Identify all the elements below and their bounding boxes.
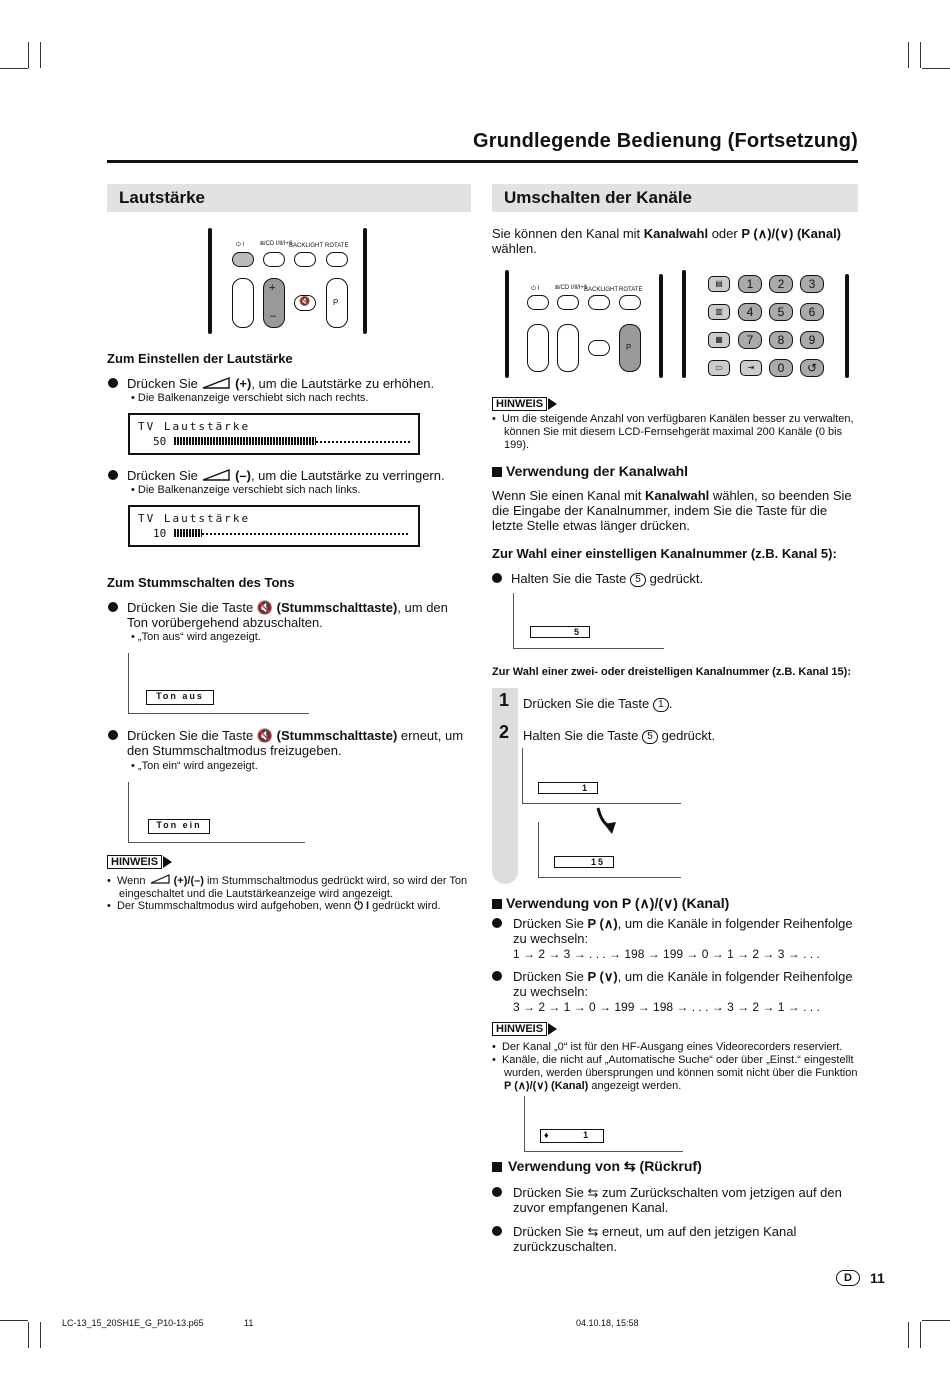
osd-ton-aus: Ton aus [146, 690, 214, 705]
bullet [108, 378, 118, 388]
square-bullet [492, 899, 502, 909]
osd-screen [538, 822, 681, 878]
key-p-channel: P (∧)/(∨) (Kanal) [504, 1080, 589, 1092]
step-text: Halten Sie die Taste [511, 571, 627, 586]
reveal-icon: ▦ [708, 332, 730, 348]
channel-intro [492, 226, 852, 256]
mute-off-step [127, 728, 472, 758]
input-rocker [527, 324, 549, 372]
step-text: Drücken Sie [513, 916, 584, 931]
crop-mark [920, 42, 921, 68]
rotate-label: ROTATE [325, 243, 349, 249]
bullet [492, 1187, 502, 1197]
osd-channel-15: 15 [554, 856, 614, 868]
body-text: wählen, so beenden Sie die Eingabe der Kanalnummer, indem Sie die Taste für die letzte Stelle etwas länger drücken. [492, 488, 852, 533]
section-header-channels: Umschalten der Kanäle [492, 184, 858, 212]
input-label: ⧈/CD I/Ⅱ/I+Ⅱ [260, 241, 292, 247]
step-text: gedrückt. [658, 728, 716, 743]
crop-mark [0, 68, 28, 69]
multi-digit-title: Zur Wahl einer zwei- oder dreistelligen Kanalnummer (z.B. Kanal 15): [492, 666, 851, 678]
heading-text: Verwendung von [508, 1158, 621, 1174]
remote-illustration: ⏻ I ⧈/CD I/Ⅱ/I+Ⅱ BACKLIGHT ROTATE + – 🔇 P [208, 228, 373, 334]
key-5-circle: 5 [642, 730, 658, 744]
note-text: im Stummschaltmodus gedrückt wird, so wird der Ton eingeschaltet und die Lautstärkeanzeige wird angezeigt. [119, 875, 468, 900]
note-text: Um die steigende Anzahl von verfügbaren Kanälen besser zu verwalten, können Sie mit diesem LCD-Fernsehgerät maximal 200 Kanäle (0 bis 199). [501, 413, 854, 451]
power-button [232, 252, 254, 267]
key-p-up: P (∧) [587, 916, 618, 931]
step-text: erneut, um auf den jetzigen Kanal zurückzuschalten. [513, 1224, 797, 1254]
rotate-button [326, 252, 348, 267]
num-key-3: 3 [800, 275, 824, 293]
step-text: Drücken Sie [127, 468, 198, 483]
footer-date: 04.10.18, 15:58 [576, 1318, 639, 1328]
intro-text: Sie können den Kanal mit [492, 226, 641, 241]
osd-screen [522, 748, 681, 804]
note-text: „Ton ein“ wird angezeigt. [137, 760, 258, 772]
p-channel-title: Verwendung von P (∧)/(∨) (Kanal) [506, 895, 730, 911]
volume-up-step [127, 376, 472, 391]
crop-mark [0, 1320, 28, 1321]
channel-sequence: 3 → 2 → 1 → 0 → 199 → 198 → . . . → 3 → 2 → 1 → . . . [513, 1000, 820, 1014]
square-bullet [492, 467, 502, 477]
note-text: Der Kanal „0“ ist für den HF-Ausgang eines Videorecorders reserviert. [501, 1041, 843, 1053]
step-text: gedrückt. [646, 571, 704, 586]
kanalwahl-text [492, 488, 852, 533]
crop-mark [40, 42, 41, 68]
skip-marker: ♦ [544, 1130, 549, 1140]
recall-title [508, 1159, 702, 1174]
bullet [108, 602, 118, 612]
language-code: D [844, 1272, 852, 1284]
num-key-6: 6 [800, 303, 824, 321]
p-label: P [333, 298, 339, 307]
teletext-icon: ▤ [708, 276, 730, 292]
hinweis-item: • Der Kanal „0“ ist für den HF-Ausgang eines Videorecorders reserviert. [492, 1041, 843, 1053]
volume-ramp-icon [149, 874, 171, 884]
bullet [492, 1226, 502, 1236]
osd-screen [513, 593, 664, 649]
num-key-4: 4 [738, 303, 762, 321]
power-button [527, 295, 549, 310]
key-minus: (–) [235, 468, 251, 483]
single-digit-title: Zur Wahl einer einstelligen Kanalnummer (z.B. Kanal 5): [492, 546, 837, 561]
step-1-text [523, 696, 672, 712]
mute-on-note: • „Ton aus“ wird angezeigt. [131, 631, 261, 643]
step-text: Drücken Sie [127, 376, 198, 391]
recall-icon: ⇆ [623, 1158, 636, 1174]
num-key-5: 5 [769, 303, 793, 321]
num-key-7: 7 [738, 331, 762, 349]
step-text: Drücken Sie [513, 1185, 584, 1200]
section-header-volume: Lautstärke [107, 184, 471, 212]
kanalwahl-title: Verwendung der Kanalwahl [506, 463, 689, 479]
osd-channel-1: 1 [538, 782, 598, 794]
subheading-adjust-volume: Zum Einstellen der Lautstärke [107, 351, 293, 366]
key-power: ⏻ I [354, 900, 370, 912]
crop-mark [908, 1322, 909, 1348]
osd-value: 10 [153, 527, 167, 540]
step-text: Drücken Sie die Taste [523, 696, 650, 711]
osd-label: TV Lautstärke [138, 512, 251, 525]
hinweis-label [107, 855, 162, 869]
crop-mark [28, 1322, 29, 1348]
hinweis-label [492, 1022, 547, 1036]
page-number: 11 [870, 1270, 885, 1286]
recall-key: ↺ [800, 359, 824, 377]
note-text: „Ton aus“ wird angezeigt. [137, 631, 261, 643]
volume-up-note: • Die Balkenanzeige verschiebt sich nach rechts. [131, 392, 369, 404]
volume-rocker [557, 324, 579, 372]
input-button [263, 252, 285, 267]
recall-step-2 [513, 1224, 858, 1254]
backlight-button [588, 295, 610, 310]
rotate-button [619, 295, 641, 310]
mute-icon: 🔇 [256, 728, 274, 743]
recall-icon: ⇆ [587, 1224, 599, 1239]
num-key-8: 8 [769, 331, 793, 349]
osd-label: TV Lautstärke [138, 420, 251, 433]
subtitle-icon: ▥ [708, 304, 730, 320]
step-text: , um den Ton vorübergehend abzuschalten. [127, 600, 448, 630]
key-p-down: P (∨) [587, 969, 618, 984]
step-text: Drücken Sie [513, 969, 584, 984]
step-text: Drücken Sie die Taste [127, 728, 254, 743]
mute-icon: 🔇 [299, 296, 311, 306]
volume-down-step [127, 468, 472, 483]
crop-mark [922, 1320, 950, 1321]
crop-mark [908, 42, 909, 68]
square-bullet [492, 1162, 502, 1172]
page-title: Grundlegende Bedienung (Fortsetzung) [473, 130, 858, 152]
volume-down-note: • Die Balkenanzeige verschiebt sich nach links. [131, 484, 361, 496]
volume-osd-10 [128, 505, 420, 547]
step-text: . [668, 696, 673, 711]
note-text: Die Balkenanzeige verschiebt sich nach links. [137, 484, 361, 496]
note-text: Die Balkenanzeige verschiebt sich nach rechts. [137, 392, 369, 404]
rotate-label: ROTATE [619, 287, 643, 293]
intro-text: oder [708, 226, 742, 241]
step-text: , um die Kanäle in folgender Reihenfolge zu wechseln: [513, 969, 853, 999]
key-p-channel: P (∧)/(∨) (Kanal) [741, 226, 842, 241]
footer-file-page: 11 [244, 1318, 254, 1328]
step-text: , um die Lautstärke zu verringern. [250, 468, 445, 483]
key-mute: (Stummschalttaste) [276, 600, 398, 615]
recall-step-1 [513, 1185, 858, 1215]
key-1-circle: 1 [653, 698, 669, 712]
volume-empty-track [316, 441, 410, 443]
subheading-mute: Zum Stummschalten des Tons [107, 575, 295, 590]
key-plus-minus: (+)/(–) [173, 875, 204, 887]
osd-channel-5: 5 [530, 626, 590, 638]
key-mute: (Stummschalttaste) [276, 728, 398, 743]
mute-button [588, 340, 610, 356]
backlight-button [294, 252, 316, 267]
hinweis-item: • Um die steigende Anzahl von verfügbaren Kanälen besser zu verwalten, können Sie mit diesem LCD-Fernsehgerät maximal 200 Kanäle (0 bis 199). [492, 413, 854, 451]
crop-mark [922, 68, 950, 69]
step-text: , um die Kanäle in folgender Reihenfolge zu wechseln: [513, 916, 853, 946]
mute-on-step [127, 600, 472, 630]
screen-icon: ▭ [708, 360, 730, 376]
num-key-0: 0 [769, 359, 793, 377]
input-rocker [232, 278, 254, 328]
num-key-9: 9 [800, 331, 824, 349]
p-down-step [513, 969, 853, 1015]
num-key-1: 1 [738, 275, 762, 293]
body-text: Wenn Sie einen Kanal mit [492, 488, 642, 503]
number-keypad [682, 270, 852, 380]
bullet [108, 730, 118, 740]
hinweis-item: • Wenn (+)/(–) im Stummschaltmodus gedrückt wird, so wird der Ton eingeschaltet und die Lautstärkeanzeige wird angezeigt. [107, 875, 468, 900]
note-text: gedrückt wird. [369, 900, 441, 912]
osd-value: 1 [583, 1130, 589, 1140]
input-source-icon: ⇥ [740, 360, 762, 376]
note-text: Wenn [116, 875, 146, 887]
steps-gray-bar [492, 688, 518, 884]
volume-ramp-icon [201, 377, 231, 389]
volume-osd-50 [128, 413, 420, 455]
p-up-step [513, 916, 853, 962]
power-label: ⏻ I [236, 242, 245, 248]
volume-empty-track [202, 533, 410, 535]
mute-off-note: • „Ton ein“ wird angezeigt. [131, 760, 258, 772]
osd-screen [524, 1096, 683, 1152]
bullet [492, 971, 502, 981]
backlight-label: BACKLIGHT [289, 243, 324, 249]
step-text: Drücken Sie [513, 1224, 584, 1239]
intro-text: wählen. [492, 241, 537, 256]
remote-illustration [505, 270, 665, 380]
key-kanalwahl: Kanalwahl [644, 488, 710, 503]
step-number-2: 2 [499, 722, 510, 742]
hinweis-item: • Der Stummschaltmodus wird aufgehoben, wenn ⏻ I gedrückt wird. [107, 900, 441, 912]
p-label: P [626, 343, 632, 352]
volume-level-bar [174, 529, 202, 537]
step-text: Halten Sie die Taste [523, 728, 639, 743]
heading-text: (Rückruf) [635, 1158, 702, 1174]
key-5-circle: 5 [630, 573, 646, 587]
bullet [492, 573, 502, 583]
bullet [108, 470, 118, 480]
crop-mark [28, 42, 29, 68]
osd-value: 50 [153, 435, 167, 448]
osd-ton-ein: Ton ein [148, 819, 210, 834]
note-text: Kanäle, die nicht auf „Automatische Suche“ oder über „Einst.“ eingestellt wurden, werden übersprungen und können somit nicht über die Funktion [501, 1054, 858, 1079]
step-2-text [523, 728, 715, 744]
volume-level-bar [174, 437, 316, 445]
step-text: , um die Lautstärke zu erhöhen. [251, 376, 435, 391]
crop-mark [920, 1322, 921, 1348]
single-digit-step [511, 571, 703, 587]
mute-icon: 🔇 [256, 600, 274, 615]
hinweis-text: HINWEIS [107, 855, 162, 869]
backlight-label: BACKLIGHT [584, 287, 619, 293]
input-label: ⧈/CD I/Ⅱ/I+Ⅱ [555, 285, 587, 291]
bullet [492, 918, 502, 928]
step-number-1: 1 [499, 690, 510, 710]
volume-ramp-icon [201, 469, 231, 481]
power-label: ⏻ I [531, 286, 540, 292]
osd-skip-channel [540, 1129, 604, 1143]
language-badge [836, 1270, 860, 1286]
hinweis-text: HINWEIS [492, 1022, 547, 1036]
hinweis-item: • Kanäle, die nicht auf „Automatische Suche“ oder über „Einst.“ eingestellt wurden, werden übersprungen und können somit nicht über die Funktion P (∧)/(∨) (Kanal) angezeigt werden. [492, 1054, 858, 1092]
crop-mark [40, 1322, 41, 1348]
note-text: Der Stummschaltmodus wird aufgehoben, wenn [116, 900, 352, 912]
input-button [557, 295, 579, 310]
key-plus: (+) [235, 376, 252, 391]
step-text: Drücken Sie die Taste [127, 600, 254, 615]
hinweis-label [492, 397, 547, 411]
step-text: zum Zurückschalten vom jetzigen auf den zuvor empfangenen Kanal. [513, 1185, 842, 1215]
step-text: erneut, um den Stummschaltmodus freizugeben. [127, 728, 464, 758]
footer-filename: LC-13_15_20SH1E_G_P10-13.p65 [62, 1318, 204, 1328]
note-text: angezeigt werden. [588, 1080, 682, 1092]
hinweis-text: HINWEIS [492, 397, 547, 411]
key-kanalwahl: Kanalwahl [643, 226, 709, 241]
num-key-2: 2 [769, 275, 793, 293]
title-rule [107, 160, 858, 163]
channel-sequence: 1 → 2 → 3 → . . . → 198 → 199 → 0 → 1 → 2 → 3 → . . . [513, 947, 820, 961]
recall-icon: ⇆ [587, 1185, 599, 1200]
